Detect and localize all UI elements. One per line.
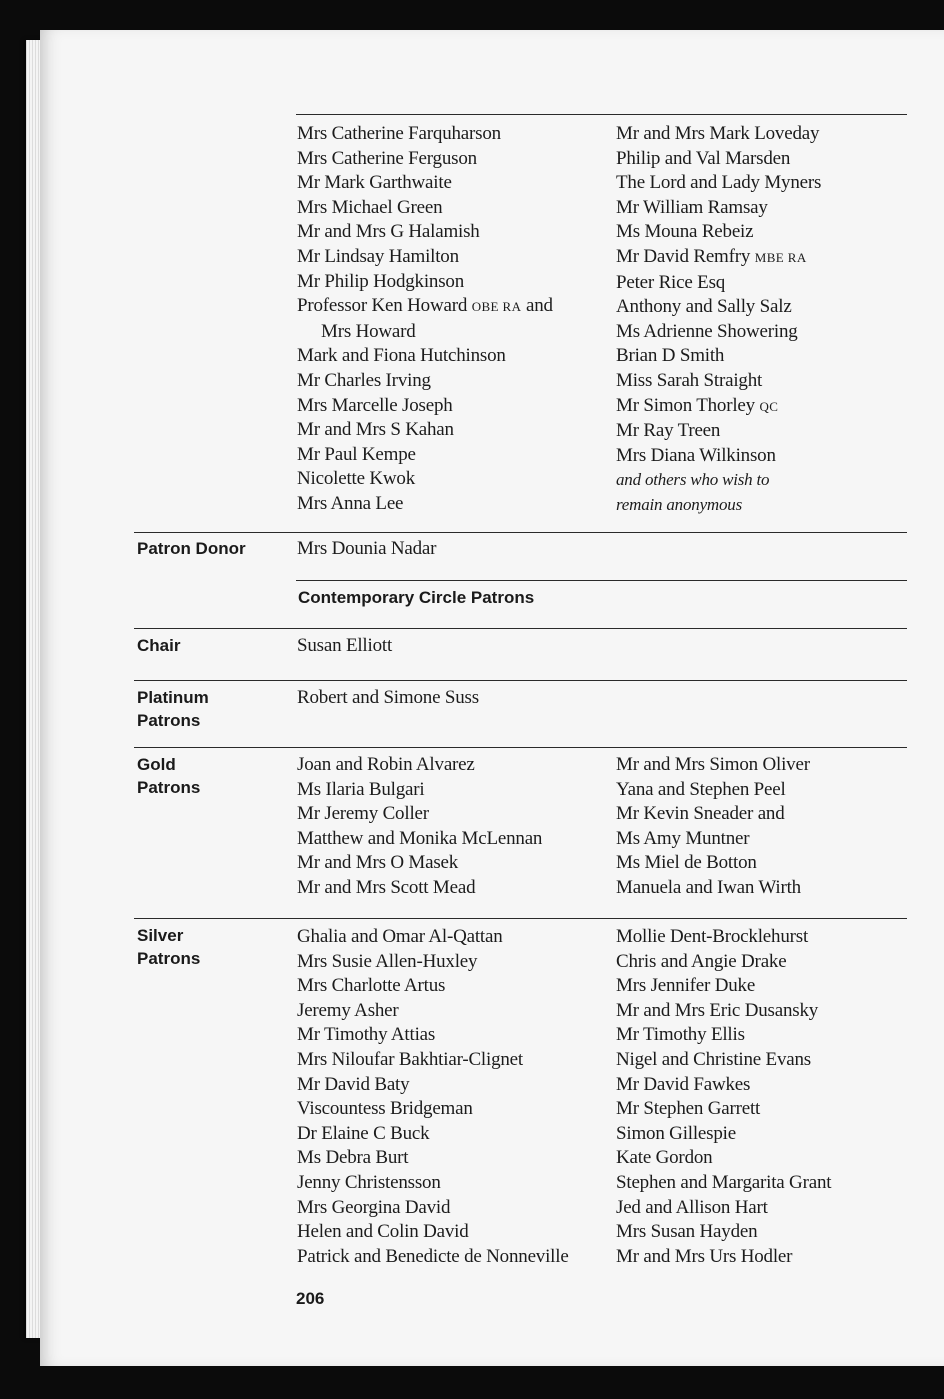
list-item: Mrs Catherine Farquharson: [297, 123, 501, 144]
rule-patron-donor: [134, 532, 907, 533]
list-item: Mr Stephen Garrett: [616, 1098, 761, 1120]
platinum-list: [297, 686, 479, 711]
list-item: [616, 394, 821, 420]
list-item: Ghalia and Omar Al-Qattan: [297, 926, 503, 947]
howard-prefix: Professor Ken Howard: [297, 295, 468, 317]
label-line: Patrons: [137, 711, 201, 730]
list-item: Nigel and Christine Evans: [616, 1048, 811, 1070]
label-line: Silver: [137, 926, 184, 945]
list-item: Mr Lindsay Hamilton: [297, 245, 459, 267]
remfry-honours: MBE RA: [754, 249, 807, 265]
list-item: Mollie Dent-Brocklehurst: [616, 926, 809, 947]
platinum-label: [137, 686, 209, 732]
label-line: Platinum: [137, 688, 209, 707]
anonymous-note: remain anonymous: [616, 494, 743, 514]
continued-left-column: [297, 122, 553, 517]
howard-honours: OBE RA: [471, 299, 522, 315]
list-item: Matthew and Monika McLennan: [297, 827, 543, 849]
rule-platinum: [134, 680, 907, 681]
list-item: Helen and Colin David: [297, 1221, 469, 1243]
label-line: Gold: [137, 755, 176, 774]
list-item: Mr and Mrs Simon Oliver: [616, 754, 810, 775]
page-number: 206: [296, 1289, 325, 1308]
silver-label: [137, 924, 200, 970]
list-item: Ms Amy Muntner: [616, 827, 750, 849]
list-item: Anthony and Sally Salz: [616, 296, 792, 318]
list-item: Joan and Robin Alvarez: [297, 754, 475, 775]
list-item: Mr and Mrs O Masek: [297, 852, 459, 874]
list-item: Mrs Anna Lee: [297, 492, 404, 514]
thorley-name: Mr Simon Thorley: [616, 394, 755, 416]
list-item: Mr Jeremy Coller: [297, 803, 429, 825]
list-item: Ms Debra Burt: [297, 1147, 409, 1169]
thorley-honours: QC: [759, 398, 779, 414]
list-item: Ms Ilaria Bulgari: [297, 778, 425, 800]
list-item: Mr David Baty: [297, 1073, 410, 1095]
list-item: Mrs Michael Green: [297, 196, 443, 218]
list-item: Mr Timothy Ellis: [616, 1024, 745, 1046]
list-item: Brian D Smith: [616, 345, 725, 367]
gold-label: [137, 753, 200, 799]
list-item: [616, 245, 821, 271]
list-item: Mr William Ramsay: [616, 196, 768, 218]
list-item: The Lord and Lady Myners: [616, 172, 822, 194]
list-item: Mrs Susie Allen-Huxley: [297, 950, 478, 972]
list-item: Mr and Mrs Scott Mead: [297, 876, 476, 898]
list-item: Mr Paul Kempe: [297, 443, 416, 465]
list-item: Jeremy Asher: [297, 999, 399, 1021]
chair-label: Chair: [137, 636, 181, 655]
patron-donor-list: [297, 537, 436, 562]
list-item: Mrs Diana Wilkinson: [616, 444, 776, 466]
gold-left-column: [297, 753, 542, 901]
list-item: Mr Philip Hodgkinson: [297, 270, 465, 292]
list-item: Mrs Georgina David: [297, 1196, 451, 1218]
list-item: Mrs Dounia Nadar: [297, 538, 437, 559]
list-item: Mrs Niloufar Bakhtiar-Clignet: [297, 1048, 523, 1070]
list-item: Mr Charles Irving: [297, 369, 431, 391]
list-item: Manuela and Iwan Wirth: [616, 876, 801, 898]
list-item: Mrs Jennifer Duke: [616, 975, 756, 997]
list-item: Susan Elliott: [297, 635, 393, 656]
rule-contemporary: [296, 580, 907, 581]
list-item: Mr Kevin Sneader and: [616, 803, 785, 825]
list-item: Mr Timothy Attias: [297, 1024, 436, 1046]
list-item: Dr Elaine C Buck: [297, 1122, 430, 1144]
list-item: Nicolette Kwok: [297, 468, 416, 490]
label-line: Patrons: [137, 778, 201, 797]
section-heading: Contemporary Circle Patrons: [298, 588, 535, 607]
list-item: Peter Rice Esq: [616, 271, 726, 293]
list-item: Simon Gillespie: [616, 1122, 736, 1144]
list-item: Mr and Mrs G Halamish: [297, 221, 480, 243]
list-item: Mrs Catherine Ferguson: [297, 147, 477, 169]
label-line: Patrons: [137, 949, 201, 968]
list-item: Mark and Fiona Hutchinson: [297, 345, 506, 367]
list-item: Yana and Stephen Peel: [616, 778, 786, 800]
list-item: Mrs Susan Hayden: [616, 1221, 758, 1243]
chair-list: [297, 634, 392, 659]
list-item: Mr Mark Garthwaite: [297, 172, 452, 194]
list-item: Patrick and Benedicte de Nonneville: [297, 1245, 569, 1267]
list-item: Mrs Marcelle Joseph: [297, 394, 453, 416]
list-item: Ms Miel de Botton: [616, 852, 757, 874]
continued-right-column: [616, 122, 821, 518]
list-item: Jed and Allison Hart: [616, 1196, 768, 1218]
list-item: Philip and Val Marsden: [616, 147, 791, 169]
remfry-name: Mr David Remfry: [616, 245, 751, 267]
list-item: Mr and Mrs Eric Dusansky: [616, 999, 819, 1021]
howard-suffix: and: [525, 295, 553, 317]
silver-right-column: [616, 925, 831, 1269]
rule-gold: [134, 747, 907, 748]
list-item: Mr Ray Treen: [616, 420, 721, 442]
list-item: Chris and Angie Drake: [616, 950, 787, 972]
list-item: Mr David Fawkes: [616, 1073, 751, 1095]
list-item: Miss Sarah Straight: [616, 369, 763, 391]
gold-right-column: [616, 753, 810, 901]
anonymous-note: and others who wish to: [616, 470, 770, 490]
list-item: [297, 294, 553, 320]
rule-chair: [134, 628, 907, 629]
list-item: Kate Gordon: [616, 1147, 713, 1169]
rule-silver: [134, 918, 907, 919]
silver-left-column: [297, 925, 569, 1269]
list-item: Mr and Mrs S Kahan: [297, 419, 454, 441]
list-item: Stephen and Margarita Grant: [616, 1171, 832, 1193]
list-item: Mrs Charlotte Artus: [297, 975, 446, 997]
list-item: Mr and Mrs Urs Hodler: [616, 1245, 793, 1267]
list-item: Ms Adrienne Showering: [616, 320, 798, 342]
list-item: Jenny Christensson: [297, 1171, 441, 1193]
patron-donor-label: Patron Donor: [137, 539, 246, 558]
list-item: Viscountess Bridgeman: [297, 1098, 473, 1120]
list-item: Robert and Simone Suss: [297, 687, 479, 708]
rule-top: [296, 114, 907, 115]
list-item: Mrs Howard: [321, 320, 416, 342]
list-item: Mr and Mrs Mark Loveday: [616, 123, 820, 144]
list-item: Ms Mouna Rebeiz: [616, 221, 754, 243]
